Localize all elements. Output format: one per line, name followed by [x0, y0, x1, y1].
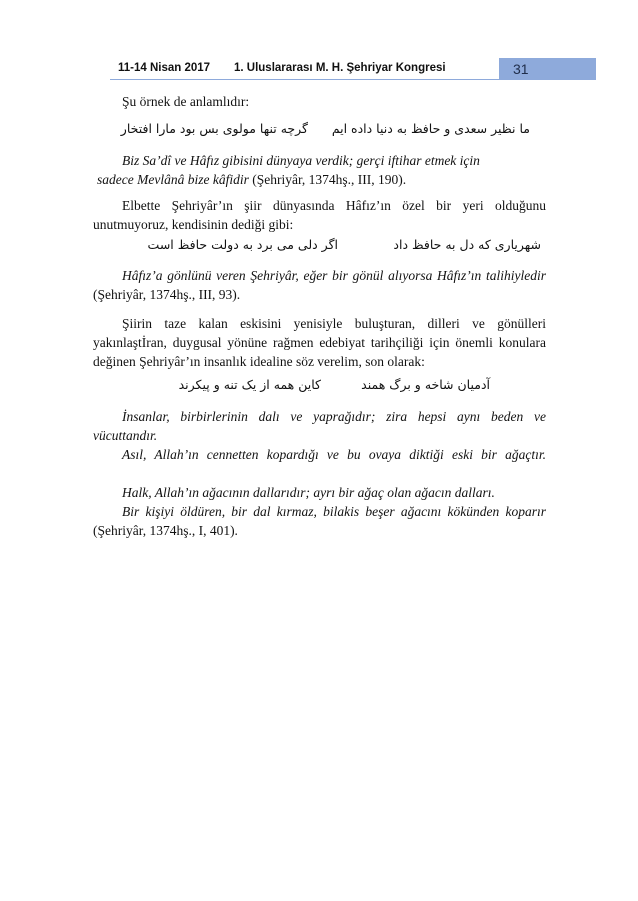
header-rule: [110, 79, 499, 80]
translation-line-1: İnsanlar, birbirlerinin dalı ve yaprağıdır; zira hepsi aynı beden ve vücuttandır.: [93, 409, 546, 443]
header-date: 11-14 Nisan 2017: [118, 62, 211, 74]
paragraph-ideal: Şiirin taze kalan eskisini yenisiyle buluşturan, dilleri ve gönülleri yakınlaştİran, duygusal yönüne rağmen edebiyat tarihçiliği için önemli konulara değinen Şehriyâr’ın insanlık idealine söz verelim, son olarak:: [93, 316, 546, 369]
persian-verse-2-left-hemistich: اگر دلی می برد به دولت حافظ است: [147, 237, 338, 252]
persian-verse-1-right-hemistich: ما نظیر سعدی و حافظ به دنیا داده ایم: [331, 121, 530, 136]
paragraph-intro-text: Şu örnek de anlamlıdır:: [122, 94, 250, 109]
paragraph-intro: [93, 92, 546, 111]
translation-line-2: Asıl, Allah’ın cennetten kopardığı ve bu ovaya diktiği eski bir ağaçtır.: [122, 447, 546, 462]
header-conference-title: 1. Uluslararası M. H. Şehriyar Kongresi: [234, 62, 446, 74]
persian-verse-1-left-hemistich: گرچه تنها مولوی بس بود مارا افتخار: [120, 121, 308, 136]
translation-quote-2: [93, 266, 546, 304]
citation-3: (Şehriyâr, 1374hş., I, 401).: [93, 523, 238, 538]
translation-line-3: Halk, Allah’ın ağacının dallarıdır; ayrı bir ağaç olan ağacın dalları.: [122, 485, 495, 500]
page-header: [110, 58, 596, 80]
translation-quote-1-line-1: Biz Sa’dî ve Hâfız gibisini dünyaya verdik; gerçi iftihar etmek için: [122, 153, 480, 168]
translation-quote-1-line-2: [97, 170, 546, 189]
persian-verse-3-right-hemistich: آدمیان شاخه و برگ همند: [361, 377, 490, 392]
persian-verse-3-left-hemistich: کاین همه از یک تنه و پیکرند: [178, 377, 321, 392]
translation-line-4-italic: Bir kişiyi öldüren, bir dal kırmaz, bilakis beşer ağacını kökünden koparır: [122, 504, 546, 519]
page-number: 31: [513, 61, 529, 77]
translation-line-4: [93, 502, 546, 540]
citation-2: (Şehriyâr, 1374hş., III, 93).: [93, 287, 241, 302]
paragraph-hafiz: Elbette Şehriyâr’ın şiir dünyasında Hâfız’ın özel bir yeri olduğunu unutmuyoruz, kendisinin dediği gibi:: [93, 198, 546, 232]
citation-1: (Şehriyâr, 1374hş., III, 190).: [248, 172, 407, 187]
persian-verse-2-right-hemistich: شهریاری که دل به حافظ داد: [393, 237, 541, 252]
page-number-box: [499, 58, 596, 80]
translation-quote-1-italic: sadece Mevlânâ bize kâfidir: [97, 172, 249, 187]
translation-quote-2-italic: Hâfız’a gönlünü veren Şehriyâr, eğer bir gönül alıyorsa Hâfız’ın talihiyledir: [122, 268, 546, 283]
